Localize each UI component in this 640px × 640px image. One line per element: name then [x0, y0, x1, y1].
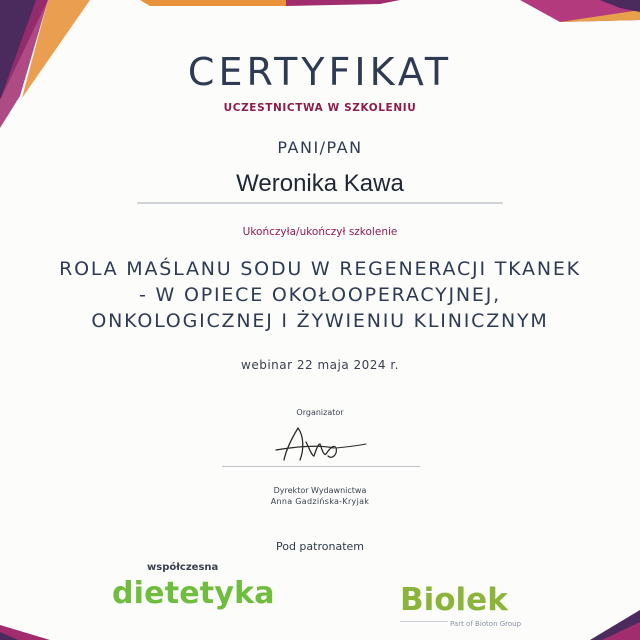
organizer-label: Organizator: [296, 408, 344, 417]
participant-name: Weronika Kawa: [236, 170, 404, 197]
course-title-line-2: - W OPIECE OKOŁOOPERACYJNEJ,: [139, 284, 501, 306]
signature: [270, 420, 370, 470]
signer-name: Anna Gadzińska-Kryjak: [270, 497, 370, 506]
completed-text: Ukończyła/ukończył szkolenie: [242, 226, 398, 238]
salutation: PANI/PAN: [277, 138, 363, 157]
course-title-line-1: ROLA MAŚLANU SODU W REGENERACJI TKANEK: [59, 258, 581, 280]
course-title-line-3: ONKOLOGICZNEJ I ŻYWIENIU KLINICZNYM: [91, 310, 549, 332]
biolek-logo-divider: [400, 621, 448, 622]
dietetyka-logo-small-text: współczesna: [147, 562, 219, 573]
event-date: webinar 22 maja 2024 r.: [241, 358, 399, 372]
signer-title: Dyrektor Wydawnictwa: [273, 486, 367, 495]
biolek-logo-main-text: Biolek: [400, 582, 508, 618]
biolek-logo-tagline: Part of Bioton Group: [450, 620, 522, 628]
signature-line: [222, 466, 420, 467]
patronage-label: Pod patronatem: [275, 540, 364, 553]
certificate-subtitle: UCZESTNICTWA W SZKOLENIU: [223, 102, 417, 114]
dietetyka-logo-main-text: dietetyka: [112, 576, 275, 611]
name-underline: [137, 202, 503, 204]
certificate-title: CERTYFIKAT: [187, 50, 453, 94]
